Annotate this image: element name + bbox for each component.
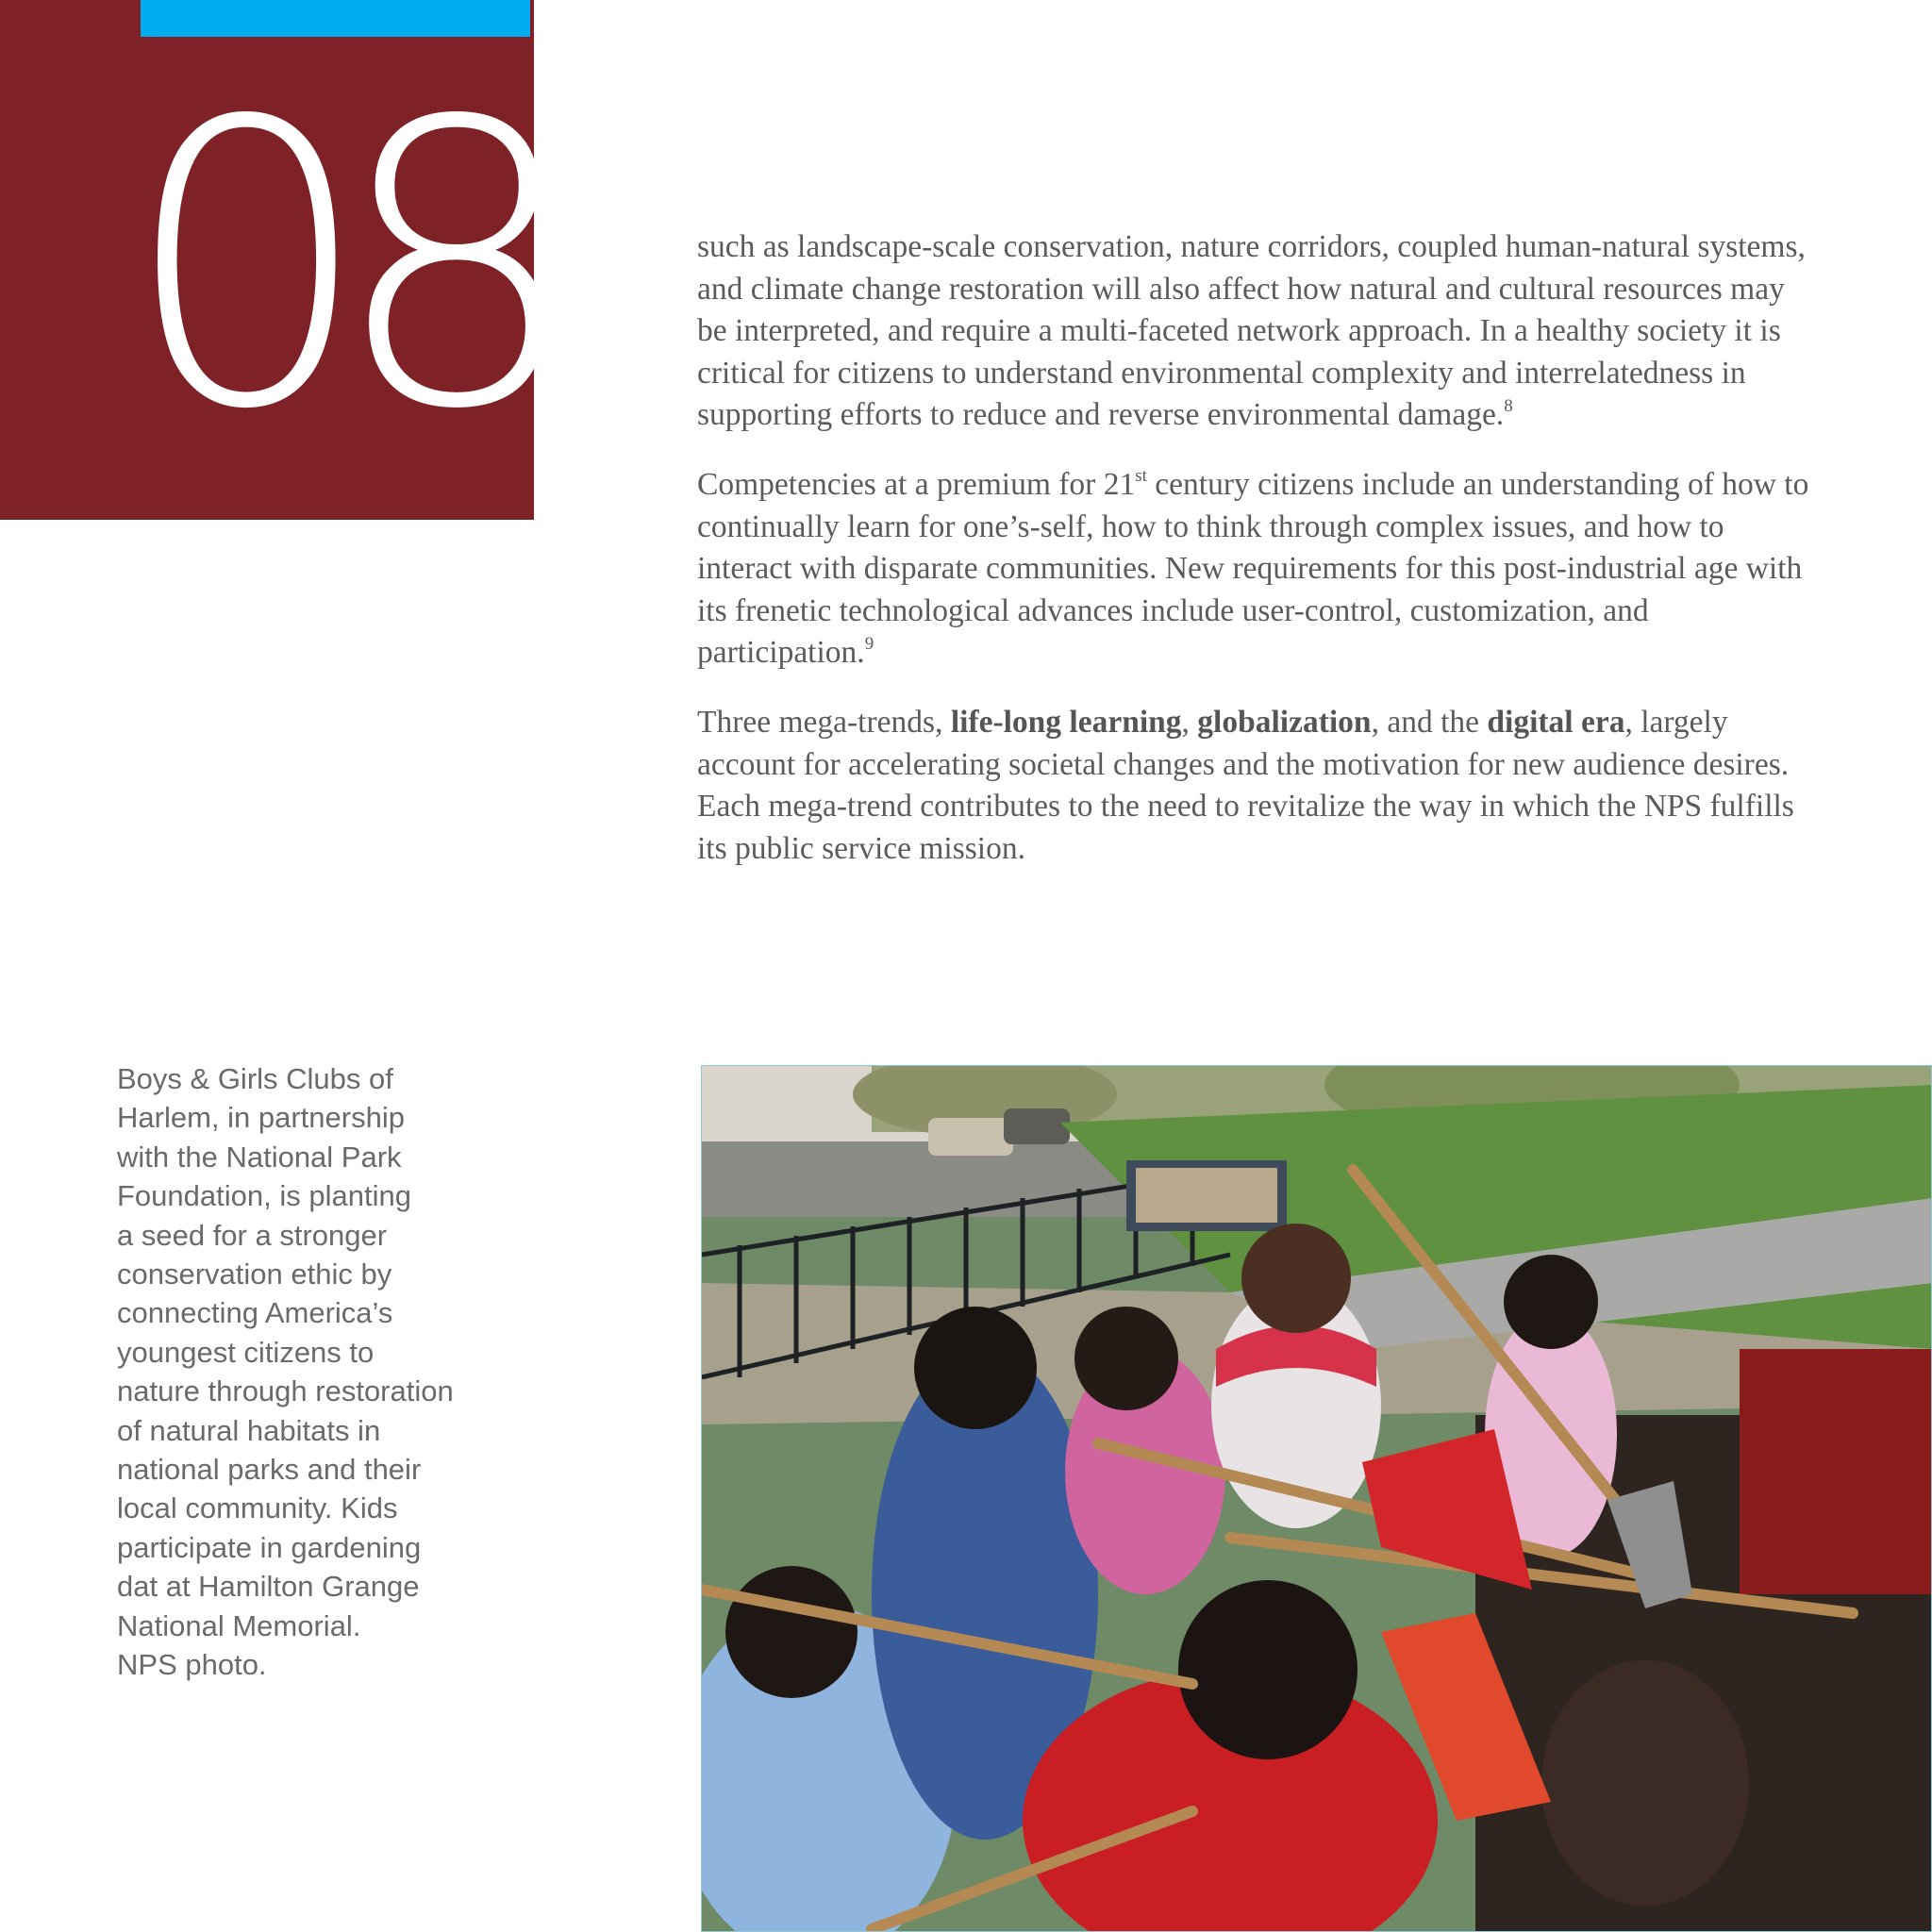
paragraph-3 — [697, 702, 1820, 870]
term-life-long-learning: life-long learning — [950, 704, 1182, 740]
paragraph-3-separator: , — [1181, 704, 1198, 740]
term-digital-era: digital era — [1487, 704, 1625, 740]
paragraph-2-text-a: Competencies at a premium for 21 — [697, 466, 1136, 502]
chapter-number: 08 — [123, 39, 542, 494]
paragraph-3-text-c: , largely account for accelerating societal changes and the motivation for new audience desires. Each mega-trend contributes to the need to revitalize the way in which the NPS fulfills its public service mission. — [697, 704, 1794, 866]
photo-kids-gardening — [701, 1065, 1932, 1932]
footnote-ref-9[interactable]: 9 — [864, 634, 874, 655]
photo-caption: Boys & Girls Clubs of Harlem, in partnership with the National Park Foundation, is planting a seed for a stronger conservation ethic by connecting America’s youngest citizens to nature through restoration of natural habitats in national parks and their local community. Kids participate in gardening dat at Hamilton Grange National Memorial. NPS photo. — [117, 1062, 454, 1682]
paragraph-3-text-b: , and the — [1371, 704, 1488, 740]
accent-bar — [141, 0, 530, 37]
paragraph-3-text-a: Three mega-trends, — [697, 704, 951, 740]
paragraph-2 — [697, 464, 1820, 675]
ordinal-suffix: st — [1135, 465, 1147, 486]
paragraph-2-text-b: century citizens include an understanding of how to continually learn for one’s-self, how to think through complex issues, and how to interact with disparate communities. New requirements for this post-industrial age with its frenetic technological advances include user-control, customization, and participation. — [697, 466, 1809, 671]
body-text — [697, 226, 1820, 897]
photo-illustration — [702, 1066, 1932, 1932]
footnote-ref-8[interactable]: 8 — [1504, 396, 1513, 417]
paragraph-1 — [697, 226, 1820, 437]
term-globalization: globalization — [1197, 704, 1372, 740]
paragraph-1-text: such as landscape-scale conservation, nature corridors, coupled human-natural systems, and climate change restoration will also affect how natural and cultural resources may be interpreted, and require a multi-faceted network approach. In a healthy society it is critical for citizens to understand environmental complexity and interrelatedness in supporting efforts to reduce and reverse environmental damage. — [697, 229, 1806, 433]
